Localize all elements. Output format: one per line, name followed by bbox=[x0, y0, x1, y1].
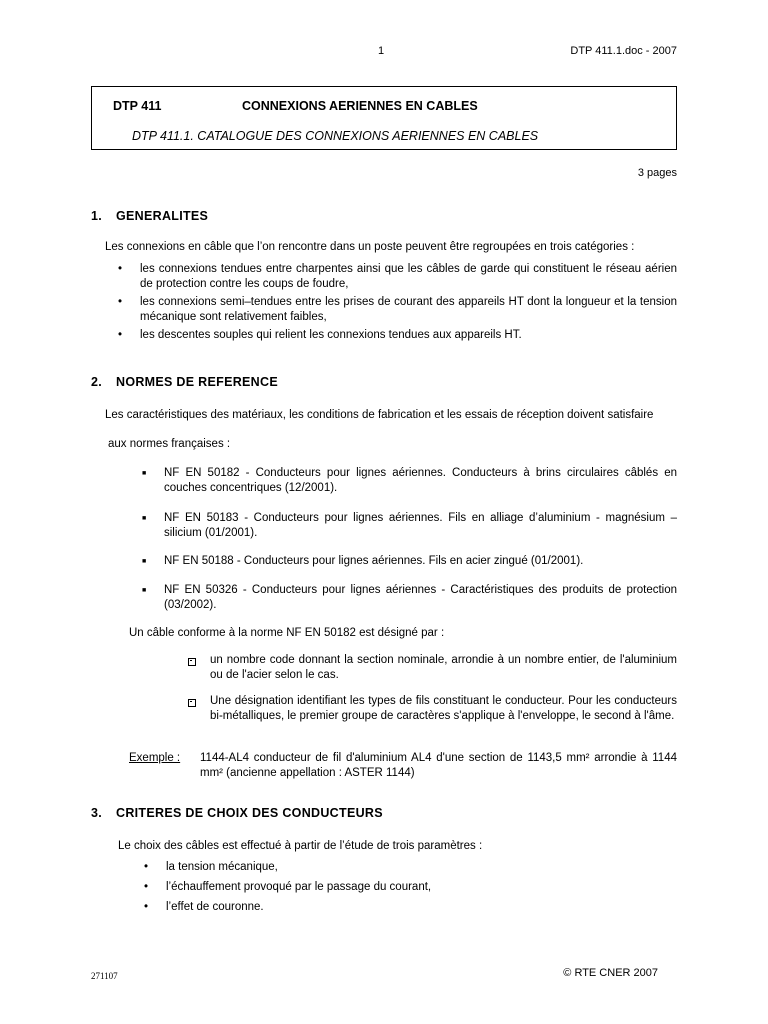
section-number: 2. bbox=[91, 375, 103, 389]
list-item bbox=[118, 295, 677, 325]
list-item-text: la tension mécanique, bbox=[166, 861, 278, 873]
bullet-icon: • bbox=[118, 329, 123, 341]
section-title: CRITERES DE CHOIX DES CONDUCTEURS bbox=[116, 806, 383, 820]
footer-copyright: © RTE CNER 2007 bbox=[563, 967, 658, 979]
list-item-text: les descentes souples qui relient les connexions tendues aux appareils HT. bbox=[140, 329, 522, 341]
list-item bbox=[144, 880, 644, 895]
list-item-text: l’échauffement provoqué par le passage du courant, bbox=[166, 881, 432, 893]
designation-item bbox=[188, 653, 677, 683]
list-item bbox=[144, 860, 644, 875]
bullet-icon: • bbox=[144, 881, 149, 893]
bullet-icon: • bbox=[118, 296, 123, 308]
document-reference: DTP 411.1.doc - 2007 bbox=[570, 45, 677, 57]
list-item bbox=[118, 328, 677, 343]
example-label: Exemple : bbox=[129, 752, 181, 764]
document-code: DTP 411 bbox=[113, 99, 162, 113]
section-title: GENERALITES bbox=[116, 209, 209, 223]
list-item-text: les connexions semi–tendues entre les prises de courant des appareils HT dont la longueur et la tension mécanique sont relativement faibles, bbox=[140, 296, 677, 323]
list-item bbox=[144, 900, 644, 915]
list-item bbox=[118, 262, 677, 292]
section-3-intro: Le choix des câbles est effectué à partir de l’étude de trois paramètres : bbox=[118, 840, 483, 852]
square-bullet-icon: ■ bbox=[142, 558, 147, 565]
square-bullet-icon: ■ bbox=[142, 515, 147, 522]
norm-item bbox=[142, 466, 677, 496]
designation-item bbox=[188, 694, 677, 739]
section-number: 3. bbox=[91, 806, 103, 820]
square-bullet-icon: ■ bbox=[142, 587, 147, 594]
norm-text: NF EN 50182 - Conducteurs pour lignes aériennes. Conducteurs à brins circulaires câblés en couches concentriques (12/2001). bbox=[164, 467, 677, 494]
list-item-text: les connexions tendues entre charpentes ainsi que les câbles de garde qui constituent le réseau aérien de protection contre les coups de foudre, bbox=[140, 263, 677, 290]
bullet-icon: • bbox=[118, 263, 123, 275]
bullet-icon: • bbox=[144, 901, 149, 913]
norm-item bbox=[142, 554, 677, 569]
page-count: 3 pages bbox=[637, 167, 677, 179]
checkbox-bullet-icon bbox=[188, 653, 196, 668]
section-3-heading bbox=[91, 806, 383, 820]
designation-text: un nombre code donnant la section nominale, arrondie à un nombre entier, de l'aluminium ou de l'acier selon le cas. bbox=[210, 654, 677, 681]
checkbox-bullet-icon bbox=[188, 694, 196, 709]
document-subtitle: DTP 411.1. CATALOGUE DES CONNEXIONS AERIENNES EN CABLES bbox=[132, 129, 539, 143]
section-1-intro: Les connexions en câble que l’on rencontre dans un poste peuvent être regroupées en trois catégories : bbox=[105, 241, 635, 253]
page-number: 1 bbox=[378, 45, 385, 57]
norm-text: NF EN 50183 - Conducteurs pour lignes aériennes. Fils en alliage d’aluminium - magnésium – silicium (01/2001). bbox=[164, 512, 677, 539]
section-2-heading bbox=[91, 375, 278, 389]
norm-text: NF EN 50188 - Conducteurs pour lignes aériennes. Fils en acier zingué (01/2001). bbox=[164, 555, 584, 567]
designation-intro: Un câble conforme à la norme NF EN 50182 est désigné par : bbox=[129, 627, 445, 639]
list-item-text: l’effet de couronne. bbox=[166, 901, 264, 913]
norm-item bbox=[142, 511, 677, 541]
document-title: CONNEXIONS AERIENNES EN CABLES bbox=[242, 99, 478, 113]
section-2-intro-line-2: aux normes françaises : bbox=[108, 438, 231, 450]
bullet-icon: • bbox=[144, 861, 149, 873]
example-text: 1144-AL4 conducteur de fil d'aluminium AL4 d'une section de 1143,5 mm² arrondie à 1144 mm² (ancienne appellation : ASTER 1144) bbox=[200, 752, 677, 779]
section-1-heading bbox=[91, 209, 208, 223]
norm-text: NF EN 50326 - Conducteurs pour lignes aériennes - Caractéristiques des produits de protection (03/2002). bbox=[164, 584, 677, 611]
norm-item bbox=[142, 583, 677, 613]
designation-text: Une désignation identifiant les types de fils constituant le conducteur. Pour les conducteurs bi-métalliques, le premier groupe de caractères s'applique à l'enveloppe, le second à l'âme. bbox=[210, 695, 677, 722]
title-box bbox=[91, 86, 677, 150]
section-number: 1. bbox=[91, 209, 103, 223]
section-2-intro-line-1: Les caractéristiques des matériaux, les conditions de fabrication et les essais de réception doivent satisfaire bbox=[105, 409, 654, 421]
square-bullet-icon: ■ bbox=[142, 470, 147, 477]
footer-document-id: 271107 bbox=[91, 971, 118, 981]
section-title: NORMES DE REFERENCE bbox=[116, 375, 278, 389]
